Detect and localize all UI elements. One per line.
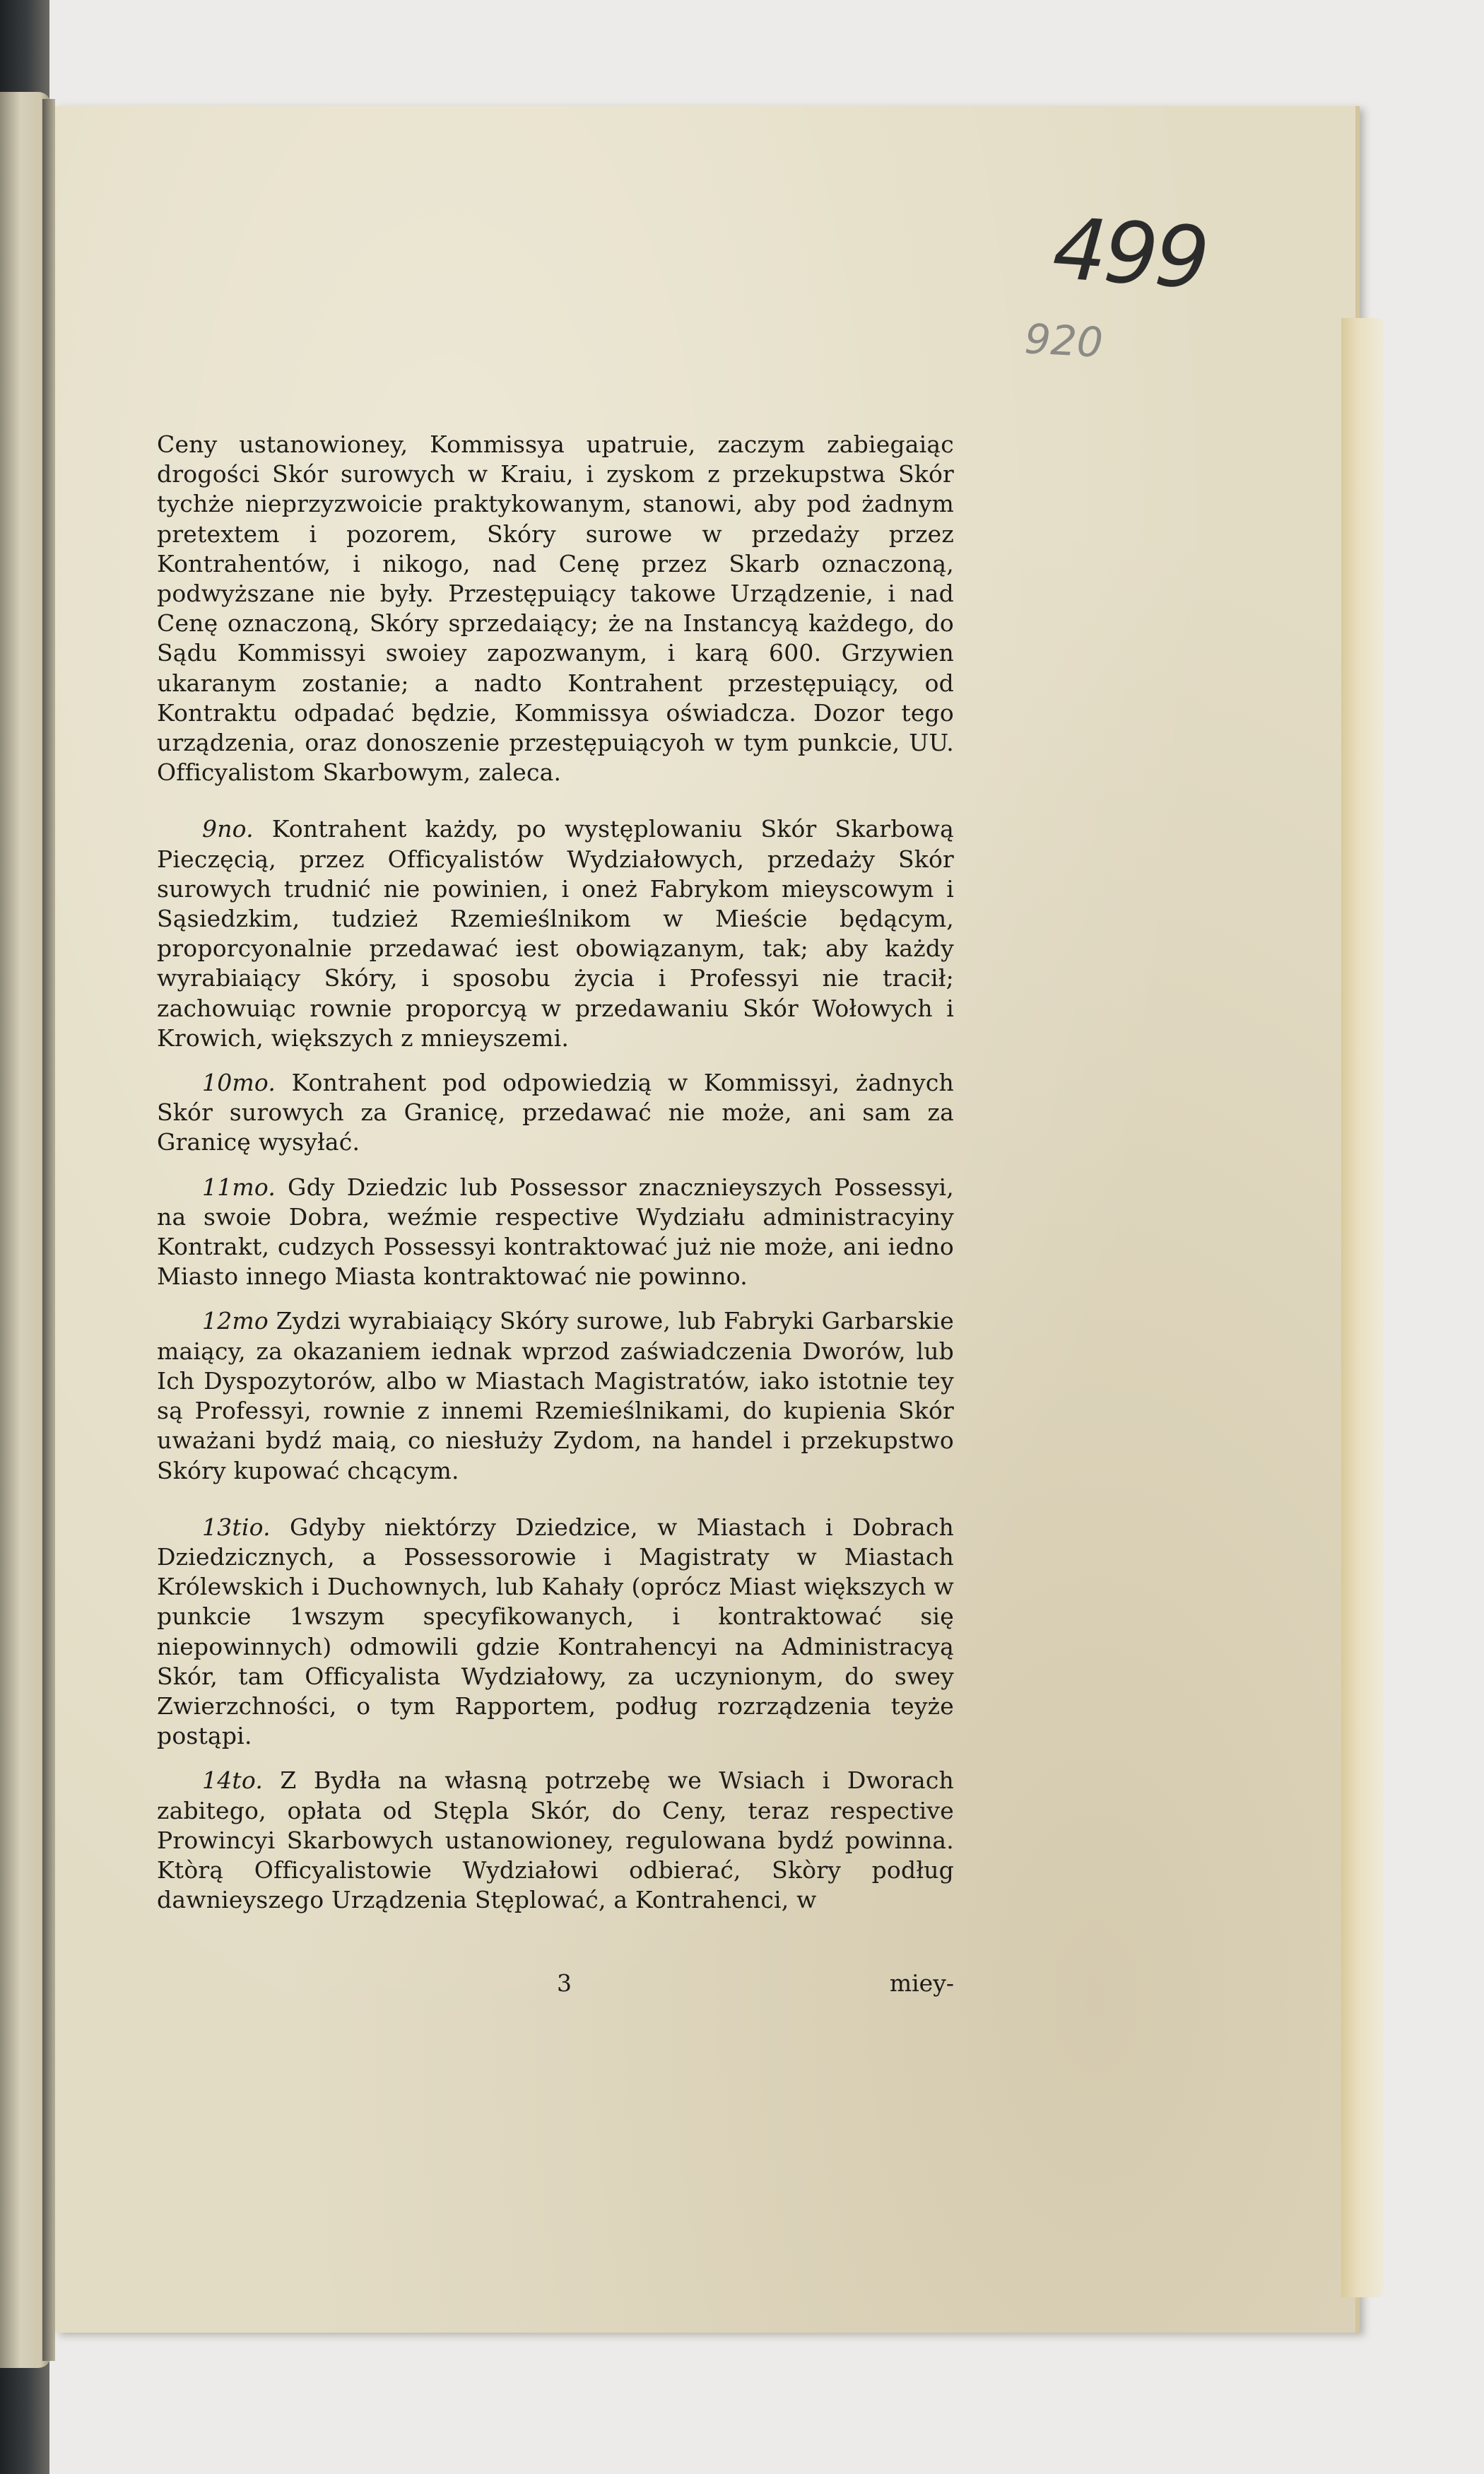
paragraph-11mo bbox=[157, 1173, 954, 1292]
paragraph-marker: 11mo. bbox=[202, 1173, 276, 1201]
signature-mark: 3 bbox=[557, 1969, 572, 1997]
paragraph-ceny bbox=[157, 430, 954, 787]
document-body bbox=[157, 430, 954, 1930]
paragraph-12mo bbox=[157, 1306, 954, 1485]
catchword: miey- bbox=[889, 1969, 954, 1997]
paragraph-text: Gdy Dziedzic lub Possessor znacznieyszych Possessyi, na swoie Dobra, weźmie respective Wydziału administracyiny Kontrakt, cudzych Possessyi kontraktować już nie może, ani iedno Miasto innego Miasta kontraktować nie powinno. bbox=[157, 1173, 954, 1291]
folio-secondary-number: 920 bbox=[1023, 315, 1105, 367]
paragraph-text: Ceny ustanowioney, Kommissya upatruie, zaczym zabiegaiąc drogości Skór surowych w Kraiu, i zyskom z przekupstwa Skór tychże nieprzyzwoicie praktykowanym, stanowi, aby pod żadnym pretextem i pozorem, Skóry surowe w przedaży przez Kontrahentów, i nikogo, nad Cenę przez Skarb oznaczoną, podwyższane nie były. Przestępuiący takowe Urządzenie, i nad Cenę oznaczoną, Skóry sprzedaiący; że na Instancyą każdego, do Sądu Kommissyi swoiey zapozwanym, i karą 600. Grzywien ukaranym zostanie; a nadto Kontrahent przestępuiący, od Kontraktu odpadać będzie, Kommissya oświadcza. Dozor tego urządzenia, oraz donoszenie przestępuiącyoh w tym punkcie, UU. Officyalistom Skarbowym, zaleca. bbox=[157, 430, 954, 787]
gutter bbox=[42, 99, 55, 2361]
paragraph-9no bbox=[157, 814, 954, 1053]
paragraph-text: Kontrahent pod odpowiedzią w Kommissyi, żadnych Skór surowych za Granicę, przedawać nie może, ani sam za Granicę wysyłać. bbox=[157, 1069, 954, 1156]
paragraph-marker: 13tio. bbox=[202, 1513, 271, 1541]
paragraph-marker: 10mo. bbox=[202, 1069, 276, 1097]
paragraph-text: Gdyby niektórzy Dziedzice, w Miastach i Dobrach Dziedzicznych, a Possessorowie i Magistraty w Miastach Królewskich i Duchownych, lub Kahały (oprócz Miast większych w punkcie 1wszym specyfikowanych, i kontraktować się niepowinnych) odmowili gdzie Kontrahencyi na Administracyą Skór, tam Officyalista Wydziałowy, za uczynionym, do swey Zwierzchności, o tym Rapportem, podług rozrządzenia teyże postąpi. bbox=[157, 1513, 954, 1750]
paragraph-marker: 14to. bbox=[202, 1766, 264, 1795]
paragraph-text: Zydzi wyrabiaiący Skóry surowe, lub Fabryki Garbarskie maiący, za okazaniem iednak wprzod zaświadczenia Dworów, lub Ich Dyspozytorów, albo w Miastach Magistratów, iako istotnie tey są Professyi, rownie z innemi Rzemieślnikami, do kupienia Skór uważani bydź maią, co niesłuży Zydom, na handel i przekupstwo Skóry kupować chcącym. bbox=[157, 1307, 954, 1484]
paragraph-marker: 12mo bbox=[202, 1307, 269, 1335]
paragraph-text: Kontrahent każdy, po występlowaniu Skór Skarbową Pieczęcią, przez Officyalistów Wydziałowych, przedaży Skór surowych trudnić nie powinien, i oneż Fabrykom mieyscowym i Sąsiedzkim, tudzież Rzemieślnikom w Mieście będącym, proporcyonalnie przedawać iest obowiązanym, tak; aby każdy wyrabiaiący Skóry, i sposobu życia i Professyi nie tracił; zachowuiąc rownie proporcyą w przedawaniu Skór Wołowych i Krowich, większych z mnieyszemi. bbox=[157, 815, 954, 1052]
page-footer bbox=[157, 1969, 954, 2005]
paragraph-text: Z Bydła na własną potrzebę we Wsiach i Dworach zabitego, opłata od Stępla Skór, do Ceny, teraz respective Prowincyi Skarbowych ustanowioney, regulowana bydź powinna. Ktòrą Officyalistowie Wydziałowi odbierać, Skòry podług dawnieyszego Urządzenia Stęplować, a Kontrahenci, w bbox=[157, 1766, 954, 1914]
folio-number: 499 bbox=[1049, 199, 1210, 309]
paragraph-13tio bbox=[157, 1513, 954, 1752]
paragraph-14to bbox=[157, 1766, 954, 1915]
paragraph-10mo bbox=[157, 1068, 954, 1158]
paragraph-marker: 9no. bbox=[202, 815, 254, 843]
